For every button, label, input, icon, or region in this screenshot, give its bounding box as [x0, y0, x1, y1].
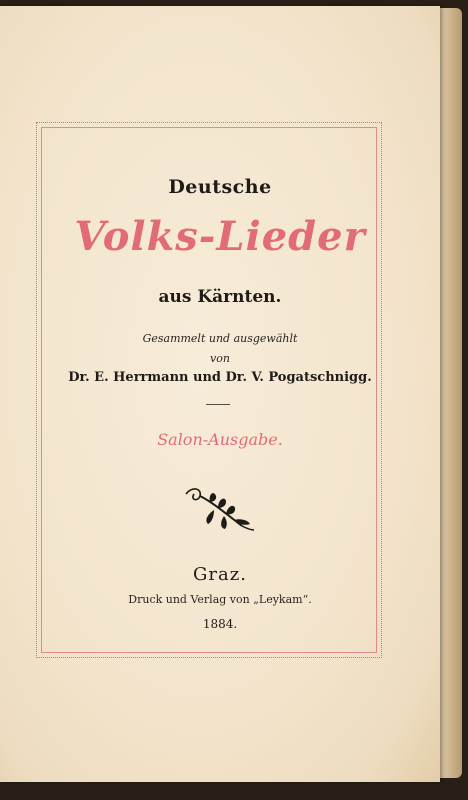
subtitle: aus Kärnten. [158, 287, 282, 307]
year: 1884. [202, 617, 238, 631]
main-title: Volks-Lieder [74, 213, 366, 260]
authors: Dr. E. Herrmann und Dr. V. Pogatschnigg. [68, 370, 372, 385]
place: Graz. [193, 564, 247, 585]
divider [206, 404, 230, 405]
by-line: von [210, 352, 230, 365]
floral-vignette-icon [180, 484, 260, 532]
collected-line: Gesammelt und ausgewählt [142, 332, 298, 345]
edition: Salon-Ausgabe. [157, 430, 283, 449]
publisher: Druck und Verlag von „Leykam“. [128, 593, 312, 606]
heading-top: Deutsche [168, 176, 272, 198]
title-page [0, 6, 440, 782]
